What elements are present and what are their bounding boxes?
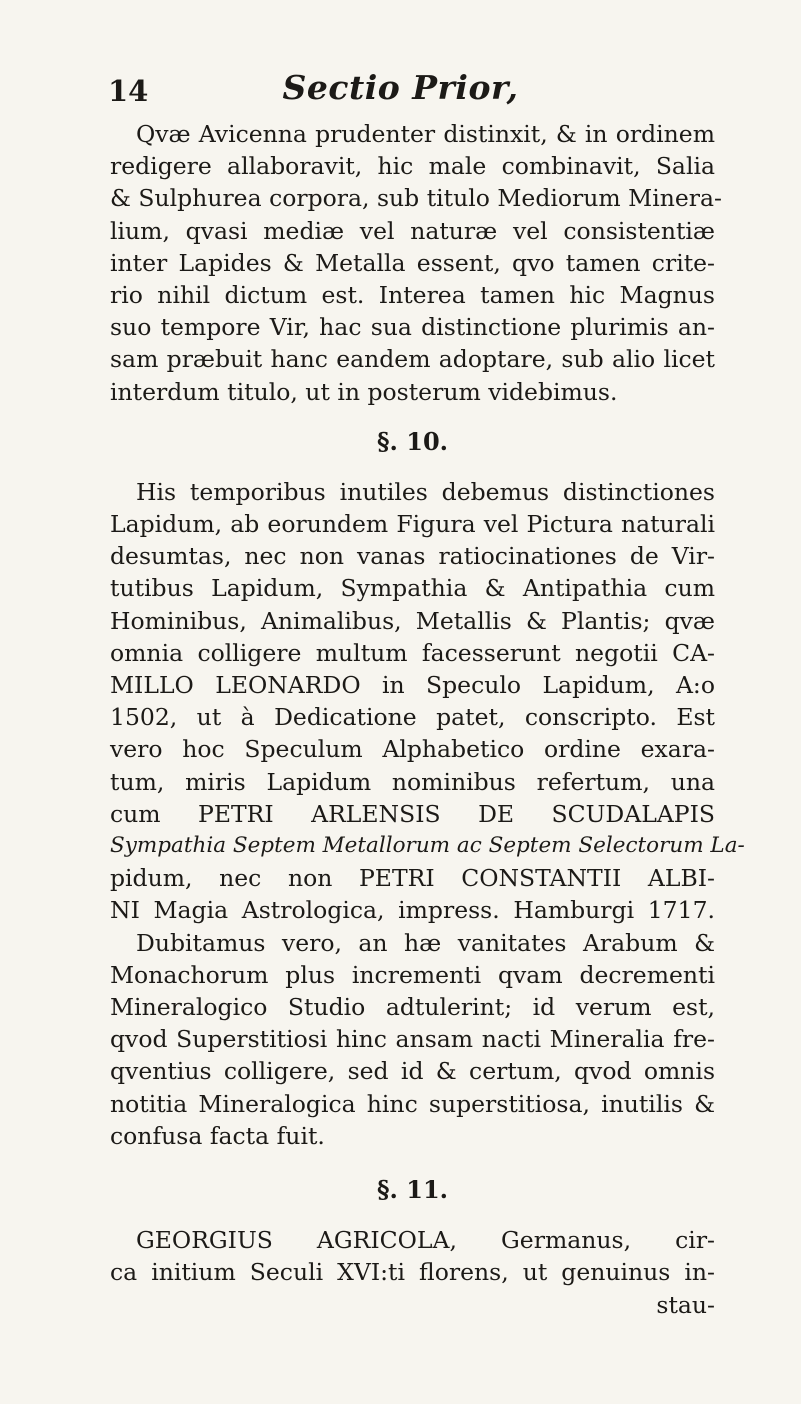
text-line: lium, qvasi mediæ vel naturæ vel consistentiæ — [110, 216, 715, 245]
text-line: interdum titulo, ut in posterum videbimus. — [110, 377, 618, 406]
text-line: pidum, nec non PETRI CONSTANTII ALBI- — [110, 864, 715, 893]
text-line: NI Magia Astrologica, impress. Hamburgi 1717. — [110, 896, 715, 925]
text-line: inter Lapides & Metalla essent, qvo tamen crite- — [110, 248, 715, 277]
text-line: Hominibus, Animalibus, Metallis & Plantis; qvæ — [110, 606, 715, 635]
text-line: sam præbuit hanc eandem adoptare, sub alio licet — [110, 345, 715, 374]
text-line: 1502, ut à Dedicatione patet, conscripto. Est — [110, 703, 715, 732]
section-heading: §. 11. — [376, 1175, 448, 1205]
text-line: ca initium Seculi XVI:ti florens, ut genuinus in- — [110, 1258, 715, 1287]
text-line: Sympathia Septem Metallorum ac Septem Selectorum La- — [110, 833, 745, 859]
text-line: tum, miris Lapidum nominibus refertum, una — [110, 767, 715, 796]
page-body — [110, 118, 745, 1321]
paragraph-section-10 — [110, 476, 745, 927]
text-line: rio nihil dictum est. Interea tamen hic Magnus — [110, 281, 715, 310]
page-header — [0, 68, 801, 108]
catchword: stau- — [656, 1290, 715, 1319]
text-line: Lapidum, ab eorundem Figura vel Pictura naturali — [110, 510, 715, 539]
text-line: cum PETRI ARLENSIS DE SCUDALAPIS — [110, 799, 715, 828]
section-heading: §. 10. — [376, 426, 448, 456]
text-line: desumtas, nec non vanas ratiocinationes de Vir- — [110, 542, 715, 571]
text-line: Dubitamus vero, an hæ vanitates Arabum & — [136, 928, 715, 957]
text-line: His temporibus inutiles debemus distinctiones — [136, 477, 715, 506]
text-line: GEORGIUS AGRICOLA, Germanus, cir- — [136, 1226, 715, 1255]
text-line: vero hoc Speculum Alphabetico ordine exara- — [110, 735, 715, 764]
page-number: 14 — [108, 74, 149, 108]
text-line: MILLO LEONARDO in Speculo Lapidum, A:o — [110, 671, 715, 700]
text-line: Mineralogico Studio adtulerint; id verum est, — [110, 993, 715, 1022]
text-line: qvod Superstitiosi hinc ansam nacti Mineralia fre- — [110, 1025, 715, 1054]
text-line: notitia Mineralogica hinc superstitiosa, inutilis & — [110, 1089, 715, 1118]
text-line: omnia colligere multum facesserunt negotii CA- — [110, 638, 715, 667]
text-line: & Sulphurea corpora, sub titulo Mediorum Minera- — [110, 184, 722, 213]
text-line: redigere allaboravit, hic male combinavit, Salia — [110, 152, 715, 181]
text-line: Monachorum plus incrementi qvam decrementi — [110, 960, 715, 989]
text-line: tutibus Lapidum, Sympathia & Antipathia cum — [110, 574, 715, 603]
text-line: qventius colligere, sed id & certum, qvod omnis — [110, 1057, 715, 1086]
paragraph-avicenna — [110, 118, 722, 408]
text-line: Qvæ Avicenna prudenter distinxit, & in ordinem — [136, 120, 715, 148]
text-line: confusa facta fuit. — [110, 1121, 325, 1150]
paragraph-agricola — [110, 1224, 715, 1321]
paragraph-dubitamus — [110, 927, 715, 1152]
text-line: suo tempore Vir, hac sua distinctione plurimis an- — [110, 313, 715, 342]
running-head: Sectio Prior, — [282, 68, 519, 107]
